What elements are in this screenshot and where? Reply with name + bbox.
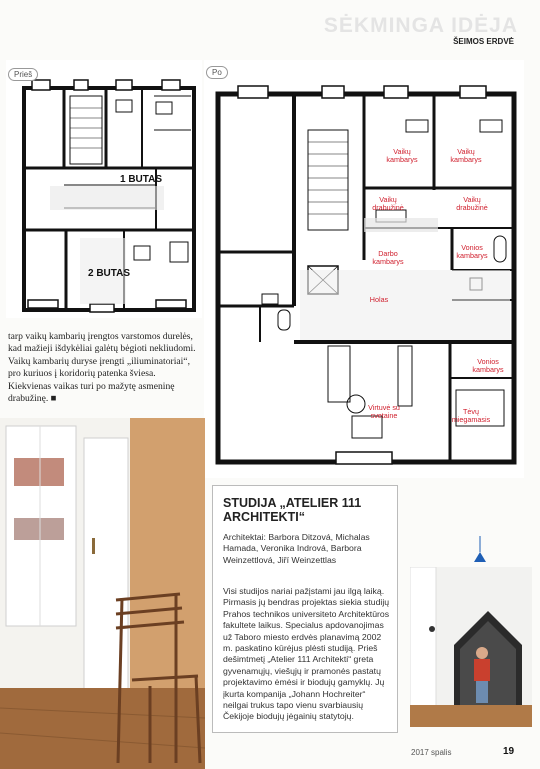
studio-bio: Visi studijos nariai pažįstami jau ilgą laiką. Pirmasis jų bendras projektas siekia studijų Prahos technikos universiteto Architektūros fakultete laikus. Specialus apdovanojimas už Taboro miesto erdvės planavimą 2002 m. paskatino kūrėjus plėsti studiją. Prieš dešimtmetį „Atelier 111 Architekti“ greta gyvenamųjų, viešųjų ir pramonės pastatų projektavimo ėmėsi ir biodujų gamyklų. Jų įkurta kompanija „Johann Hochreiter“ neilgai trukus tapo vienu svarbiausių Čekijoje biodujų jėgainių statytojų. [223, 586, 390, 722]
room-label-kids-wardrobe-2: Vaikų drabužinė [456, 195, 488, 212]
room-label-kids-room-1: Vaikų kambarys [386, 147, 418, 164]
room-label-study: Darbo kambarys [372, 249, 404, 266]
unit-label-2: 2 BUTAS [88, 268, 131, 279]
studio-title: STUDIJA „ATELIER 111 ARCHITEKTI“ [223, 496, 362, 524]
section-subtitle: ŠEIMOS ERDVĖ [453, 37, 514, 46]
after-label: Po [206, 66, 228, 79]
photo-child-doorway [410, 567, 532, 727]
room-label-kitchen-living: Virtuvė su svetaine [368, 403, 400, 420]
room-label-bathroom-2: Vonios kambarys [472, 357, 504, 374]
room-label-hall: Holas [369, 295, 389, 304]
room-label-parents-bedroom: Tėvų miegamasis [451, 407, 491, 424]
unit-label-1: 1 BUTAS [120, 174, 163, 185]
page-number: 19 [503, 746, 515, 757]
room-label-bathroom-1: Vonios kambarys [456, 243, 488, 260]
studio-architects: Architektai: Barbora Ditzová, Michalas Hamada, Veronika Indrová, Barbora Weinzettlová, Jiří Weinzettlas [223, 532, 370, 565]
lamp-icon [470, 536, 490, 566]
photo-hallway-chair [0, 418, 205, 769]
article-text: tarp vaikų kambarių įrengtos varstomos durelės, kad mažieji išdykėliai galėtų bėgioti nekliudomi. Vaikų kambarių duryse įrengti „iliuminatoriai“, pro kuriuos į koridorių patenka šviesa. Kiekvienas vaikas turi po mažytę asmeninę drabužinę. ■ [8, 331, 196, 405]
studio-info-box [212, 485, 398, 733]
room-label-kids-room-2: Vaikų kambarys [450, 147, 482, 164]
room-label-kids-wardrobe-1: Vaikų drabužinė [372, 195, 404, 212]
floor-plan-after [204, 60, 524, 478]
floor-plan-before [6, 60, 202, 318]
before-label: Prieš [8, 68, 38, 81]
section-title: SĖKMINGA IDĖJA [323, 14, 518, 37]
issue-date: 2017 spalis [411, 748, 452, 757]
